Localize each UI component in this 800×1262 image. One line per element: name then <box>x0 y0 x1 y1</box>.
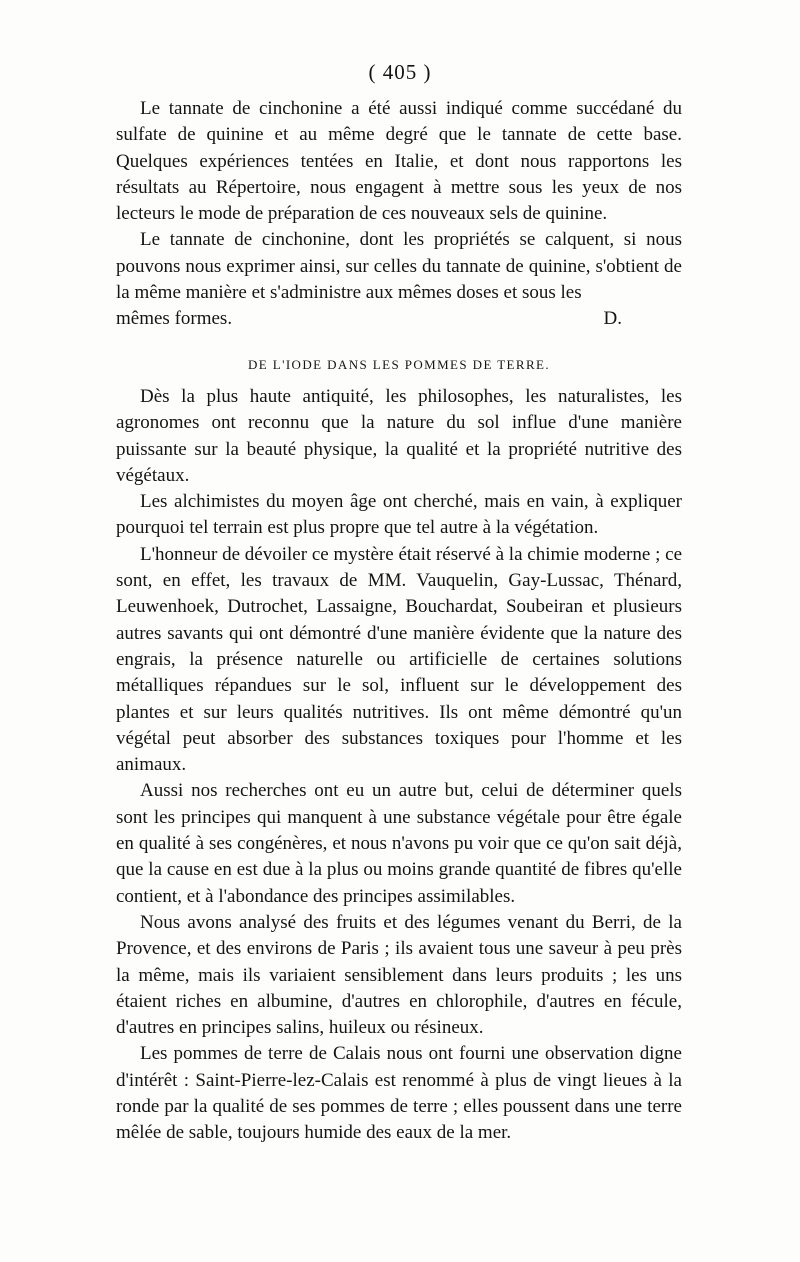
paragraph-antiquite: Dès la plus haute antiquité, les philosophes, les naturalistes, les agronomes ont reconnu que la nature du sol influe d'une manière puissante sur la beauté physique, la qualité et la propriété nutritive des végétaux. <box>116 386 682 486</box>
closing-text: mêmes formes. <box>116 308 233 330</box>
author-signature: D. <box>603 308 622 330</box>
section-heading: DE L'IODE DANS LES POMMES DE TERRE. <box>247 357 551 372</box>
article-ending <box>116 96 682 333</box>
paragraph-tannate-cinchonine: Le tannate de cinchonine a été aussi indiqué comme succédané du sulfate de quinine et au même degré que le tannate de cette base. Quelques expériences tentées en Italie, et dont nous rapportons les résultats au Répertoire, nous engagent à mettre sous les yeux de nos lecteurs le mode de préparation de ces nouveaux sels de quinine. <box>116 98 682 225</box>
paragraph-calais: Les pommes de terre de Calais nous ont fourni une observation digne d'intérêt : Saint-Pierre-lez-Calais est renommé à plus de vingt lieues à la ronde par la qualité de ses pommes de terre ; elles poussent dans une terre mêlée de sable, toujours humide des eaux de la mer. <box>116 1043 682 1144</box>
paragraph-chimie-moderne: L'honneur de dévoiler ce mystère était réservé à la chimie moderne ; ce sont, en effet, les travaux de MM. Vauquelin, Gay-Lussac, Thénard, Leuwenhoek, Dutrochet, Lassaigne, Bouchardat, Soubeiran et plusieurs autres savants qui ont démontré d'une manière évidente que la nature des engrais, la présence naturelle ou artificielle de certaines solutions métalliques répandues sur le sol, influent sur le développement des plantes et sur leurs qualités nutritives. Ils ont même démontré qu'un végétal peut absorber des substances toxiques pour l'homme et les animaux. <box>116 543 682 776</box>
paragraph-alchimistes: Les alchimistes du moyen âge ont cherché, mais en vain, à expliquer pourquoi tel terrain est plus propre que tel autre à la végétation. <box>116 491 682 539</box>
closing-line <box>116 306 682 332</box>
page-number: ( 405 ) <box>368 60 432 84</box>
paragraph-tannate-properties: Le tannate de cinchonine, dont les propriétés se calquent, si nous pouvons nous exprimer ainsi, sur celles du tannate de quinine, s'obtient de la même manière et s'administre aux mêmes doses et sous les <box>116 229 682 304</box>
paragraph-analyse: Nous avons analysé des fruits et des légumes venant du Berri, de la Provence, et des environs de Paris ; ils avaient tous une saveur à peu près la même, mais ils variaient sensiblement dans leurs produits ; les uns étaient riches en albumine, d'autres en chlorophile, d'autres en fécule, d'autres en principes salins, huileux ou résineux. <box>116 911 682 1039</box>
paragraph-recherches: Aussi nos recherches ont eu un autre but, celui de déterminer quels sont les principes qui manquent à une substance végétale pour être égale en qualité à ses congénères, et nous n'avons pu voir que ce qu'on sait déjà, que la cause en est due à la plus ou moins grande quantité de fibres qu'elle contient, et à l'abondance des principes assimilables. <box>116 780 682 907</box>
article-iode <box>116 356 682 1147</box>
